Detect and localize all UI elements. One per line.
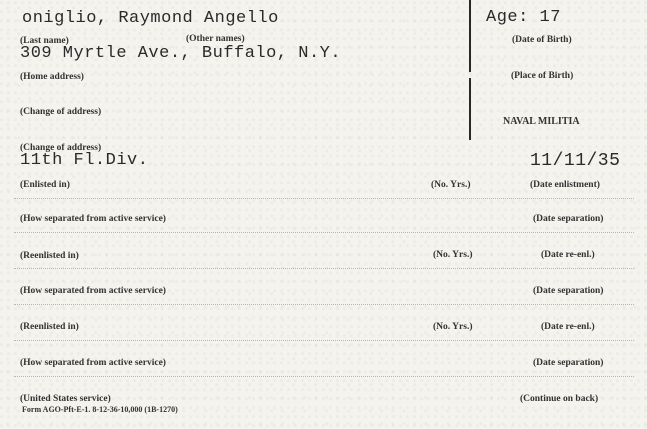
typed-age: Age: 17: [486, 8, 561, 27]
rule-2: [14, 232, 634, 233]
label-reenlisted-2: (Reenlisted in): [20, 322, 79, 332]
label-date-separation-2: (Date separation): [533, 286, 604, 296]
label-change-of-address-2: (Change of address): [20, 143, 102, 153]
label-last-name: (Last name): [20, 36, 69, 46]
label-how-separated-3: (How separated from active service): [20, 358, 166, 368]
label-enlisted-in: (Enlisted in): [20, 180, 70, 190]
typed-address: 309 Myrtle Ave., Buffalo, N.Y.: [20, 44, 342, 63]
vertical-divider-bottom: [469, 78, 471, 140]
label-united-states-service: (United States service): [20, 394, 111, 404]
vertical-divider-top: [469, 0, 471, 72]
label-how-separated-1: (How separated from active service): [20, 214, 166, 224]
label-change-of-address-1: (Change of address): [20, 107, 102, 117]
label-date-separation-3: (Date separation): [533, 358, 604, 368]
label-place-of-birth: (Place of Birth): [511, 71, 574, 81]
rule-1: [14, 198, 634, 199]
typed-enlist-date: 11/11/35: [530, 151, 621, 171]
rule-3: [14, 268, 634, 269]
typed-name: oniglio, Raymond Angello: [22, 9, 279, 28]
rule-6: [14, 376, 634, 377]
label-no-yrs-1: (No. Yrs.): [431, 180, 471, 190]
label-reenlisted-1: (Reenlisted in): [20, 251, 79, 261]
form-number: Form AGO-Pft-E-1. 8-12-36-10,000 (1B-1270): [22, 405, 178, 414]
label-no-yrs-3: (No. Yrs.): [433, 322, 473, 332]
label-date-enlistment: (Date enlistment): [530, 180, 600, 190]
rule-5: [14, 340, 634, 341]
rule-4: [14, 304, 634, 305]
label-continue-on-back: (Continue on back): [520, 394, 599, 404]
label-other-names: (Other names): [186, 34, 245, 44]
label-no-yrs-2: (No. Yrs.): [433, 250, 473, 260]
label-home-address: (Home address): [20, 72, 84, 82]
label-date-of-birth: (Date of Birth): [512, 35, 572, 45]
label-how-separated-2: (How separated from active service): [20, 286, 166, 296]
label-date-reenl-1: (Date re-enl.): [541, 250, 595, 260]
service-branch: NAVAL MILITIA: [503, 116, 580, 127]
typed-unit: 11th Fl.Div.: [20, 151, 149, 170]
label-date-separation-1: (Date separation): [533, 214, 604, 224]
label-date-reenl-2: (Date re-enl.): [541, 322, 595, 332]
